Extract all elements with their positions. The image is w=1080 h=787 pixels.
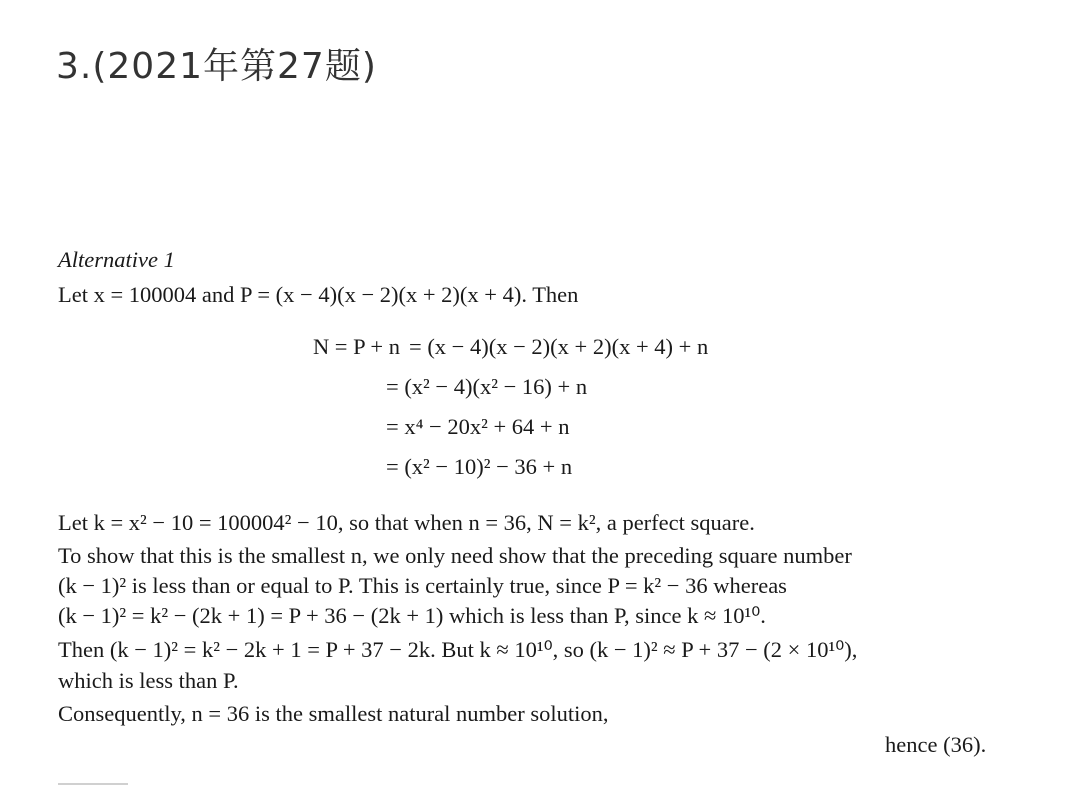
derivation-step-4: = (x² − 10)² − 36 + n: [386, 454, 573, 479]
intro-line: Let x = 100004 and P = (x − 4)(x − 2)(x + 2)(x + 4). Then: [58, 282, 579, 307]
text-line: Consequently, n = 36 is the smallest natural number solution,: [58, 701, 609, 726]
text-line: Let k = x² − 10 = 100004² − 10, so that when n = 36, N = k², a perfect square.: [58, 510, 755, 535]
text-line: (k − 1)² is less than or equal to P. This is certainly true, since P = k² − 36 whereas: [58, 573, 787, 598]
problem-heading: 3.(2021年第27题): [56, 46, 377, 87]
derivation-step-3: = x⁴ − 20x² + 64 + n: [386, 414, 570, 439]
alternative-label: Alternative 1: [58, 247, 175, 272]
text-line: (k − 1)² = k² − (2k + 1) = P + 36 − (2k + 1) which is less than P, since k ≈ 10¹⁰.: [58, 603, 766, 628]
text-line: which is less than P.: [58, 668, 239, 693]
text-line: Then (k − 1)² = k² − 2k + 1 = P + 37 − 2k. But k ≈ 10¹⁰, so (k − 1)² ≈ P + 37 − (2 × 10¹⁰),: [58, 637, 858, 662]
derivation-step-1: = (x − 4)(x − 2)(x + 2)(x + 4) + n: [409, 334, 709, 359]
derivation-step-2: = (x² − 4)(x² − 16) + n: [386, 374, 588, 399]
conclusion-line: hence (36).: [885, 732, 987, 757]
cut-off-text-fragment: [58, 783, 128, 785]
derivation-lhs: N = P + n: [312, 334, 400, 359]
text-line: To show that this is the smallest n, we only need show that the preceding square number: [58, 543, 852, 568]
